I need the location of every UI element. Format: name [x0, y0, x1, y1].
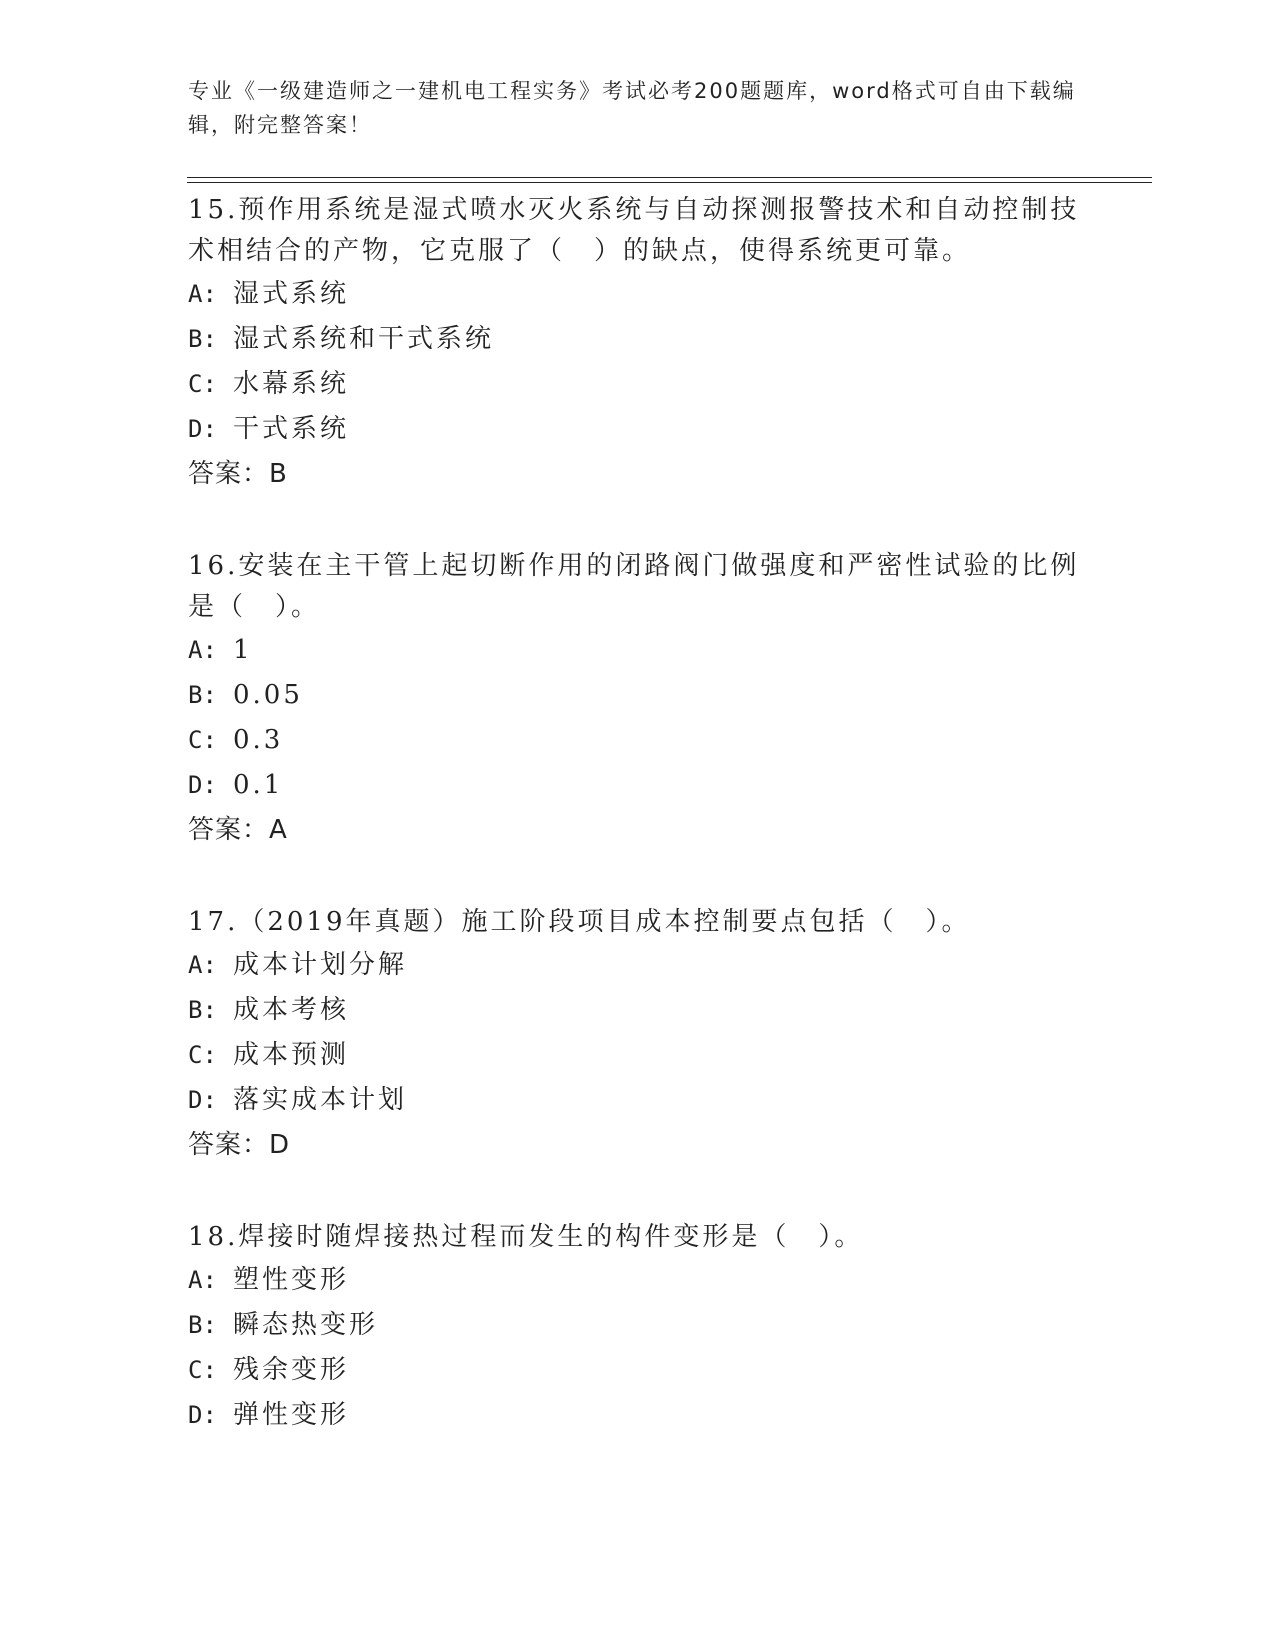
- option-d: [188, 763, 1088, 808]
- option-c: [188, 362, 1088, 407]
- option-letter: C:: [188, 370, 217, 398]
- option-text: 0.3: [233, 725, 284, 755]
- option-text: 成本计划分解: [233, 950, 408, 980]
- option-a: [188, 1258, 1088, 1303]
- option-b: [188, 317, 1088, 362]
- option-letter: D:: [188, 1401, 217, 1429]
- option-text: 残余变形: [233, 1355, 350, 1385]
- option-text: 水幕系统: [233, 369, 350, 399]
- option-letter: C:: [188, 1356, 217, 1384]
- option-letter: D:: [188, 1086, 217, 1114]
- option-letter: C:: [188, 726, 217, 754]
- option-a: [188, 943, 1088, 988]
- option-text: 瞬态热变形: [233, 1310, 379, 1340]
- option-text: 成本预测: [233, 1040, 350, 1070]
- option-text: 干式系统: [233, 414, 350, 444]
- question-16: [188, 546, 1088, 853]
- option-letter: D:: [188, 415, 217, 443]
- answer-line: 答案：B: [188, 459, 288, 489]
- document-header: 专业《一级建造师之一建机电工程实务》考试必考200题题库，word格式可自由下载编辑，附完整答案！: [188, 79, 1076, 137]
- option-text: 成本考核: [233, 995, 350, 1025]
- option-text: 1: [233, 635, 253, 665]
- option-a: [188, 272, 1088, 317]
- option-text: 0.05: [233, 680, 303, 710]
- option-letter: A:: [188, 1266, 217, 1294]
- option-b: [188, 673, 1088, 718]
- option-d: [188, 407, 1088, 452]
- option-a: [188, 628, 1088, 673]
- question-stem: 17.（2019年真题）施工阶段项目成本控制要点包括（ ）。: [188, 907, 971, 937]
- option-text: 湿式系统和干式系统: [233, 324, 495, 354]
- option-text: 湿式系统: [233, 279, 350, 309]
- option-c: [188, 1033, 1088, 1078]
- option-letter: B:: [188, 325, 217, 353]
- option-b: [188, 988, 1088, 1033]
- option-letter: D:: [188, 771, 217, 799]
- option-letter: A:: [188, 280, 217, 308]
- answer-line: 答案：A: [188, 815, 288, 845]
- header-divider-bottom: [187, 182, 1152, 183]
- option-letter: B:: [188, 996, 217, 1024]
- question-list: [188, 190, 1088, 1487]
- header-divider-top: [187, 177, 1152, 178]
- option-text: 塑性变形: [233, 1265, 350, 1295]
- option-letter: C:: [188, 1041, 217, 1069]
- option-c: [188, 718, 1088, 763]
- option-b: [188, 1303, 1088, 1348]
- question-18: [188, 1217, 1088, 1438]
- option-text: 落实成本计划: [233, 1085, 408, 1115]
- option-text: 弹性变形: [233, 1400, 350, 1430]
- option-letter: B:: [188, 681, 217, 709]
- option-letter: B:: [188, 1311, 217, 1339]
- answer-line: 答案：D: [188, 1130, 291, 1160]
- option-letter: A:: [188, 951, 217, 979]
- option-letter: A:: [188, 636, 217, 664]
- question-stem: 18.焊接时随焊接热过程而发生的构件变形是（ ）。: [188, 1222, 864, 1252]
- option-c: [188, 1348, 1088, 1393]
- question-17: [188, 902, 1088, 1168]
- question-stem: 16.安装在主干管上起切断作用的闭路阀门做强度和严密性试验的比例是（ ）。: [188, 551, 1080, 622]
- option-text: 0.1: [233, 770, 284, 800]
- option-d: [188, 1078, 1088, 1123]
- option-d: [188, 1393, 1088, 1438]
- question-15: [188, 190, 1088, 497]
- question-stem: 15.预作用系统是湿式喷水灭火系统与自动探测报警技术和自动控制技术相结合的产物，它克服了（ ）的缺点，使得系统更可靠。: [188, 195, 1080, 266]
